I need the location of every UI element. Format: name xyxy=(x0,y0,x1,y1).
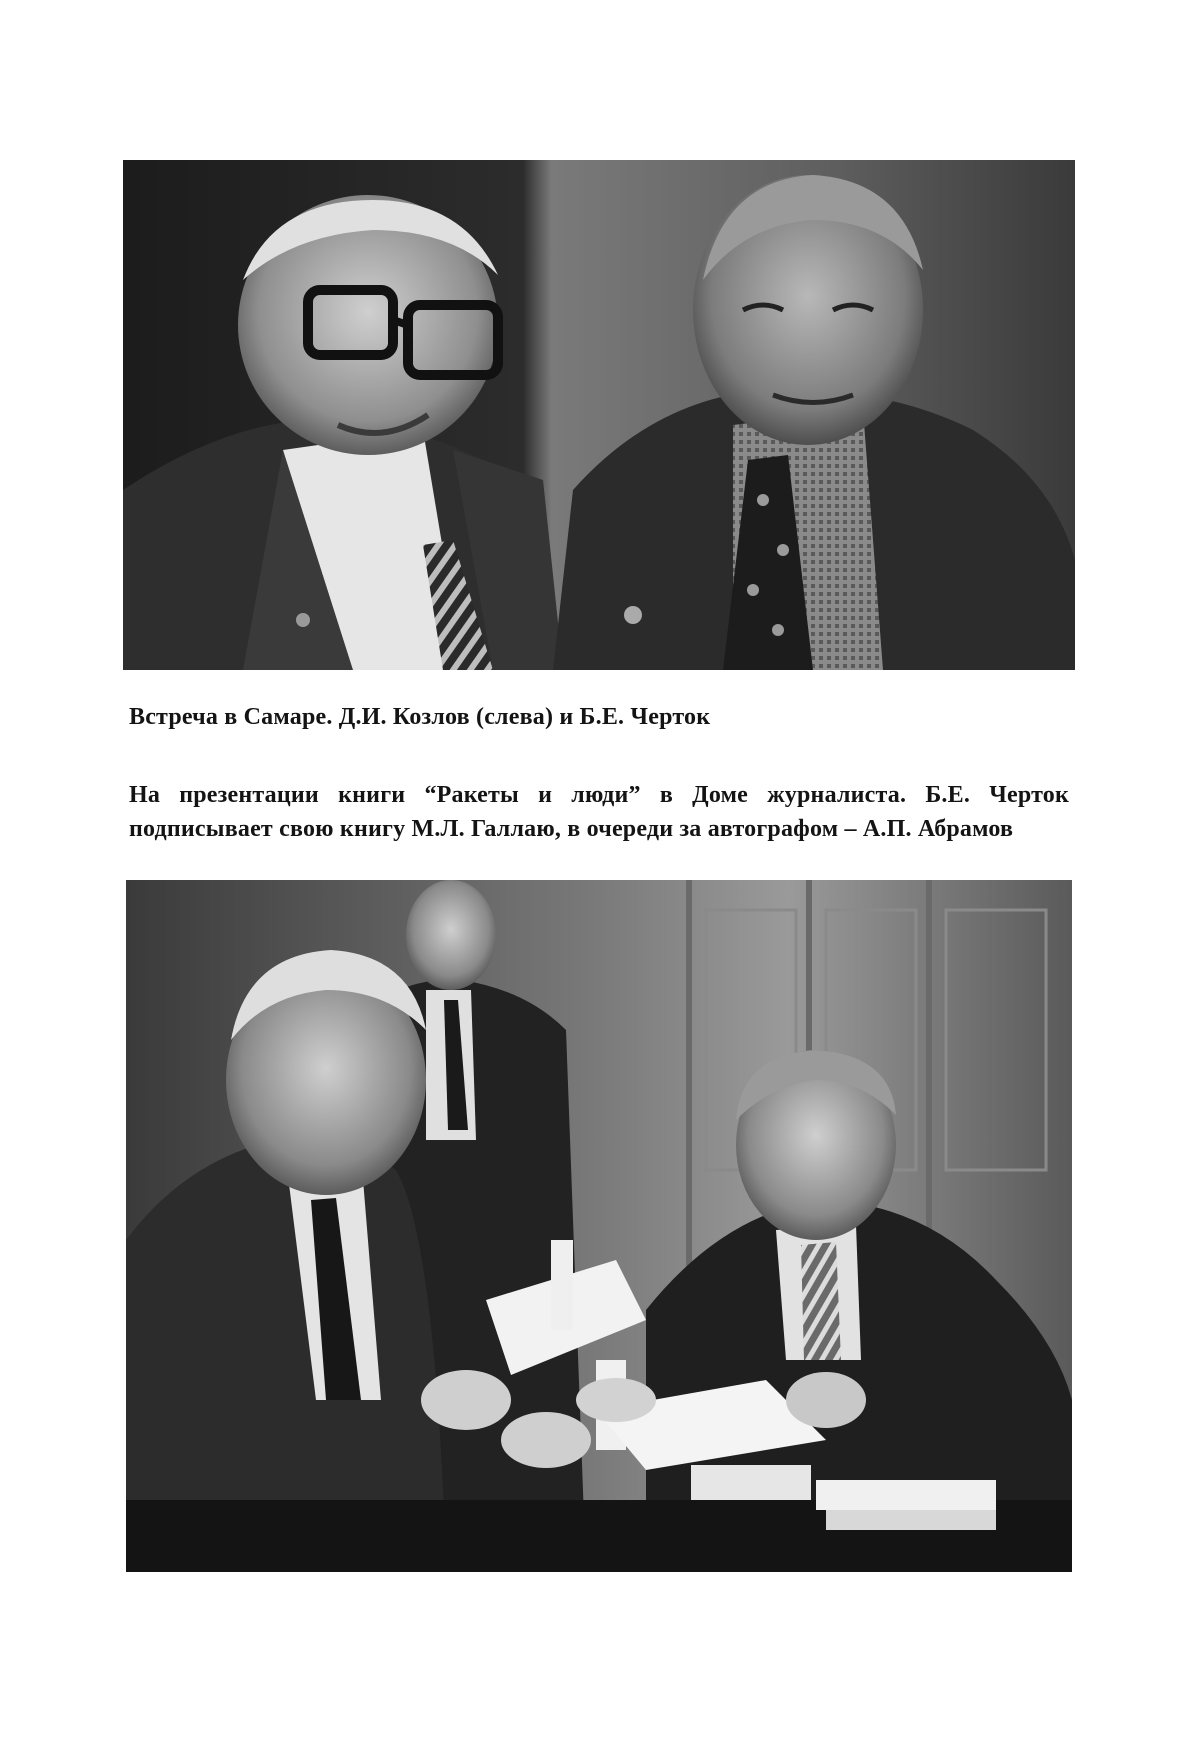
caption-bottom-line-1: На презентации книги “Ракеты и люди” в Доме журналиста. Б.Е. Черток xyxy=(129,782,1069,808)
caption-bottom-line-2: подписывает свою книгу М.Л. Галлаю, в очереди за автографом – А.П. Абрамов xyxy=(129,816,1014,842)
caption-bottom xyxy=(129,778,1069,846)
photo-bottom-graphic xyxy=(126,880,1072,1572)
photo-top-graphic xyxy=(123,160,1075,670)
photo-meeting-in-samara xyxy=(123,160,1075,670)
photo-book-presentation xyxy=(126,880,1072,1572)
caption-top: Встреча в Самаре. Д.И. Козлов (слева) и Б.Е. Черток xyxy=(129,704,711,730)
